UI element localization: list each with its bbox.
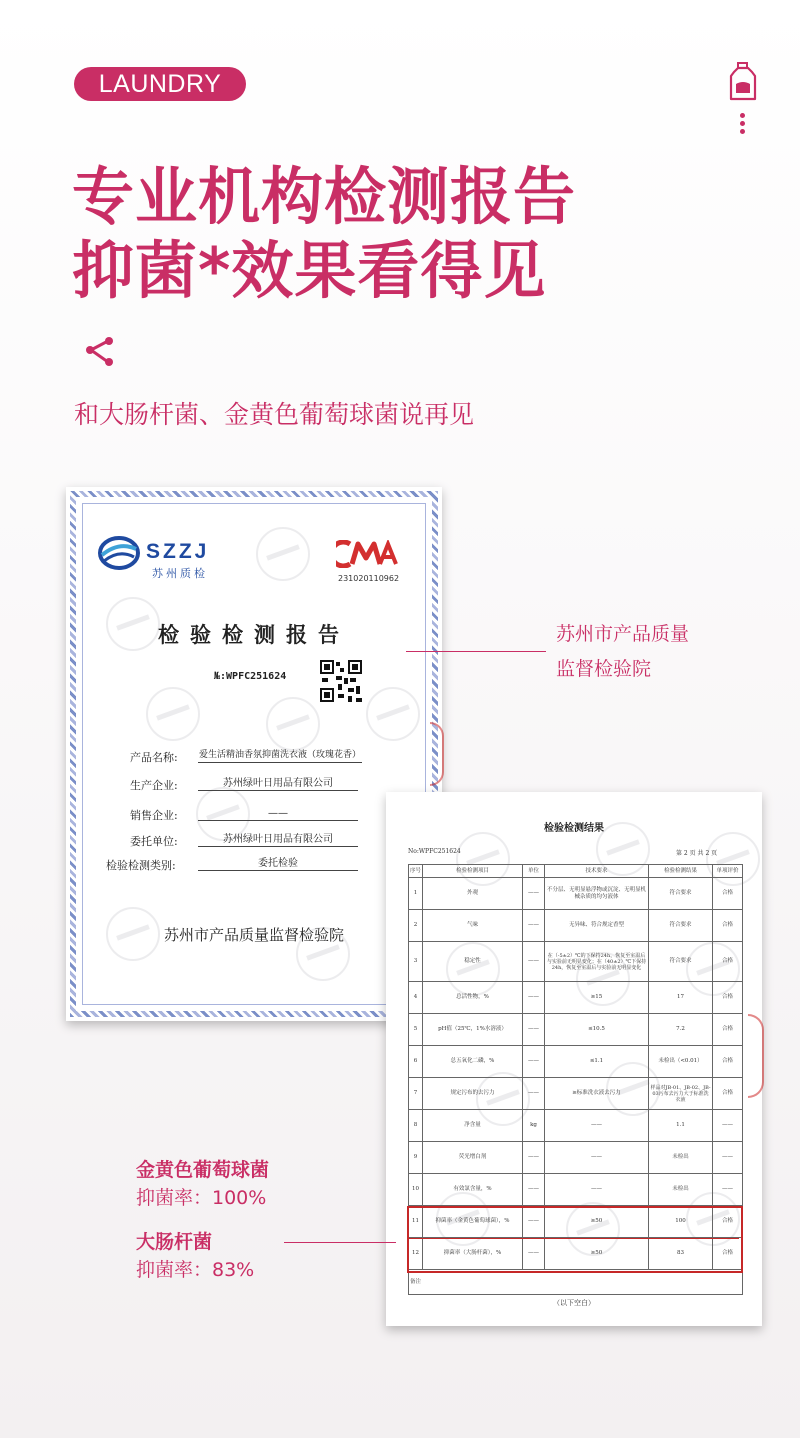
cell: 合格 [713, 1014, 743, 1046]
bacteria-name-staph: 金黄色葡萄球菌 [136, 1159, 270, 1181]
cell: —— [523, 1142, 545, 1174]
cell: 稳定性 [423, 942, 523, 982]
watermark-icon [256, 527, 310, 581]
cell: pH值（25℃，1%水溶液） [423, 1014, 523, 1046]
table-row [409, 1046, 743, 1078]
certificate-issuer: 苏州市产品质量监督检验院 [163, 926, 344, 944]
cell: —— [713, 1142, 743, 1174]
highlight-divider [407, 1238, 739, 1239]
subtitle: 和大肠杆菌、金黄色葡萄球菌说再见 [74, 400, 475, 429]
cell: 无异味、符合规定香型 [545, 910, 649, 942]
remark-cell: 备注 [409, 1270, 743, 1295]
table-row [409, 1078, 743, 1110]
field-value-product: 爱生活精油香氛抑菌洗衣液（玫瑰花香） [198, 749, 362, 763]
header-cell: 检验检测项目 [423, 865, 523, 878]
bacteria-name-ecoli: 大肠杆菌 [136, 1231, 213, 1253]
cell: 8 [409, 1110, 423, 1142]
title-line-2: 抑菌*效果看得见 [72, 234, 547, 307]
cell: 17 [649, 982, 713, 1014]
cell: 11 [409, 1206, 423, 1238]
header-cell: 单位 [523, 865, 545, 878]
cell: 总活性物，% [423, 982, 523, 1014]
cell: 气味 [423, 910, 523, 942]
cell: ≥标准洗衣液去污力 [545, 1078, 649, 1110]
watermark-icon [266, 697, 320, 751]
more-dots-icon[interactable] [740, 113, 746, 135]
results-header-row [409, 865, 743, 878]
table-row [409, 878, 743, 910]
cell: 在（-5±2）℃的下保持24h，恢复至室温后与实验前无明显变化；在（40±2）℃下保持24h，恢复至室温后与实验前无明显变化 [545, 942, 649, 982]
table-row [409, 942, 743, 982]
results-report-no: No:WPFC251624 [408, 848, 461, 855]
remark-row [409, 1270, 743, 1295]
cell: —— [545, 1110, 649, 1142]
cell: kg [523, 1110, 545, 1142]
cell: —— [523, 1078, 545, 1110]
table-row [409, 982, 743, 1014]
callout-line-top [406, 651, 546, 652]
red-stamp-icon [748, 1014, 764, 1098]
laundry-badge: LAUNDRY [74, 67, 246, 101]
cell: 合格 [713, 878, 743, 910]
cell: 合格 [713, 942, 743, 982]
cell: 12 [409, 1238, 423, 1270]
cell: 合格 [713, 1046, 743, 1078]
field-label-manufacturer: 生产企业: [130, 779, 178, 792]
cell: 10 [409, 1174, 423, 1206]
field-label-seller: 销售企业: [130, 809, 178, 822]
cell: 符合要求 [649, 910, 713, 942]
cell: 3 [409, 942, 423, 982]
callout-issuer-line2: 监督检验院 [556, 658, 652, 680]
callout-issuer-line1: 苏州市产品质量 [556, 623, 690, 645]
szzj-logo-text: SZZJ [146, 540, 210, 563]
cell: 合格 [713, 910, 743, 942]
cell: 1.1 [649, 1110, 713, 1142]
szzj-logo-cn: 苏州质检 [152, 567, 208, 580]
table-row [409, 1014, 743, 1046]
cell: 5 [409, 1014, 423, 1046]
table-row [409, 910, 743, 942]
cell: —— [523, 982, 545, 1014]
cell: —— [713, 1174, 743, 1206]
cell: 荧光增白剂 [423, 1142, 523, 1174]
cell: 规定污布的去污力 [423, 1078, 523, 1110]
results-sheet [386, 792, 762, 1326]
cell: 未检出（<0.01） [649, 1046, 713, 1078]
cell: —— [523, 1174, 545, 1206]
table-row [409, 1142, 743, 1174]
page-title [72, 160, 576, 308]
cell: 抑菌率（金黄色葡萄球菌），% [423, 1206, 523, 1238]
cell: 100 [649, 1206, 713, 1238]
results-title: 检验检测结果 [544, 823, 604, 834]
table-row [409, 1174, 743, 1206]
cell: —— [545, 1174, 649, 1206]
field-label-category: 检验检测类别: [106, 859, 176, 872]
header-cell: 单项评价 [713, 865, 743, 878]
callout-issuer [556, 617, 689, 687]
cell: —— [523, 1206, 545, 1238]
cell: —— [523, 1046, 545, 1078]
callout-line-bottom [284, 1242, 396, 1243]
cell: 6 [409, 1046, 423, 1078]
cell: 有效氯含量，% [423, 1174, 523, 1206]
cell: —— [523, 878, 545, 910]
results-page-count: 第 2 页 共 2 页 [676, 850, 718, 857]
cell: 4 [409, 982, 423, 1014]
header-cell: 检验检测结果 [649, 865, 713, 878]
cell: 未检出 [649, 1174, 713, 1206]
callout-bacteria [136, 1156, 269, 1300]
cell: 合格 [713, 1078, 743, 1110]
cell: ≤1.1 [545, 1046, 649, 1078]
cell: 符合要求 [649, 942, 713, 982]
field-label-client: 委托单位: [130, 835, 178, 848]
cell: 未检出 [649, 1142, 713, 1174]
cma-mark-icon [336, 540, 400, 568]
cell: 83 [649, 1238, 713, 1270]
table-row [409, 1110, 743, 1142]
watermark-icon [366, 687, 420, 741]
highlight-box [407, 1206, 743, 1273]
header-cell: 序号 [409, 865, 423, 878]
certificate-title: 检验检测报告 [158, 622, 350, 647]
detergent-bottle-icon [728, 62, 758, 102]
cell: —— [713, 1110, 743, 1142]
bacteria-rate-staph: 抑菌率：100% [136, 1187, 267, 1209]
cell: 合格 [713, 1206, 743, 1238]
title-line-1: 专业机构检测报告 [72, 160, 577, 233]
field-value-category: 委托检验 [198, 857, 358, 871]
cell: 合格 [713, 1238, 743, 1270]
cell: 样品对JB-01、JB-02、JB-03污布去污力大于标准洗衣液 [649, 1078, 713, 1110]
cell: 2 [409, 910, 423, 942]
cell: ≥50 [545, 1238, 649, 1270]
results-end-note: （以下空白） [553, 1299, 595, 1307]
header-cell: 技术要求 [545, 865, 649, 878]
share-icon [84, 336, 116, 368]
cell: ≥15 [545, 982, 649, 1014]
cell: —— [523, 910, 545, 942]
qr-code-icon [320, 660, 362, 702]
certificate-report-no: №:WPFC251624 [214, 671, 287, 682]
field-value-seller: —— [198, 807, 358, 821]
cell: 1 [409, 878, 423, 910]
cell: 总五氧化二磷，% [423, 1046, 523, 1078]
cell: 9 [409, 1142, 423, 1174]
red-stamp-icon [430, 722, 444, 786]
field-value-manufacturer: 苏州绿叶日用品有限公司 [198, 777, 358, 791]
cma-code: 231020110962 [338, 574, 400, 583]
cell: 合格 [713, 982, 743, 1014]
cell: —— [545, 1142, 649, 1174]
cell: ≤10.5 [545, 1014, 649, 1046]
cell: —— [523, 942, 545, 982]
cell: ≥50 [545, 1206, 649, 1238]
cell: 7 [409, 1078, 423, 1110]
watermark-icon [146, 687, 200, 741]
cell: 7.2 [649, 1014, 713, 1046]
cell: —— [523, 1238, 545, 1270]
field-value-client: 苏州绿叶日用品有限公司 [198, 833, 358, 847]
cell: 净含量 [423, 1110, 523, 1142]
cell: —— [523, 1014, 545, 1046]
szzj-logo-icon [98, 535, 140, 571]
bacteria-rate-ecoli: 抑菌率：83% [136, 1259, 255, 1281]
cell: 符合要求 [649, 878, 713, 910]
cell: 不分层、无明显悬浮物或沉淀、无明显机械杂质的均匀液体 [545, 878, 649, 910]
field-label-product: 产品名称: [130, 751, 178, 764]
cell: 抑菌率（大肠杆菌），% [423, 1238, 523, 1270]
cell: 外观 [423, 878, 523, 910]
